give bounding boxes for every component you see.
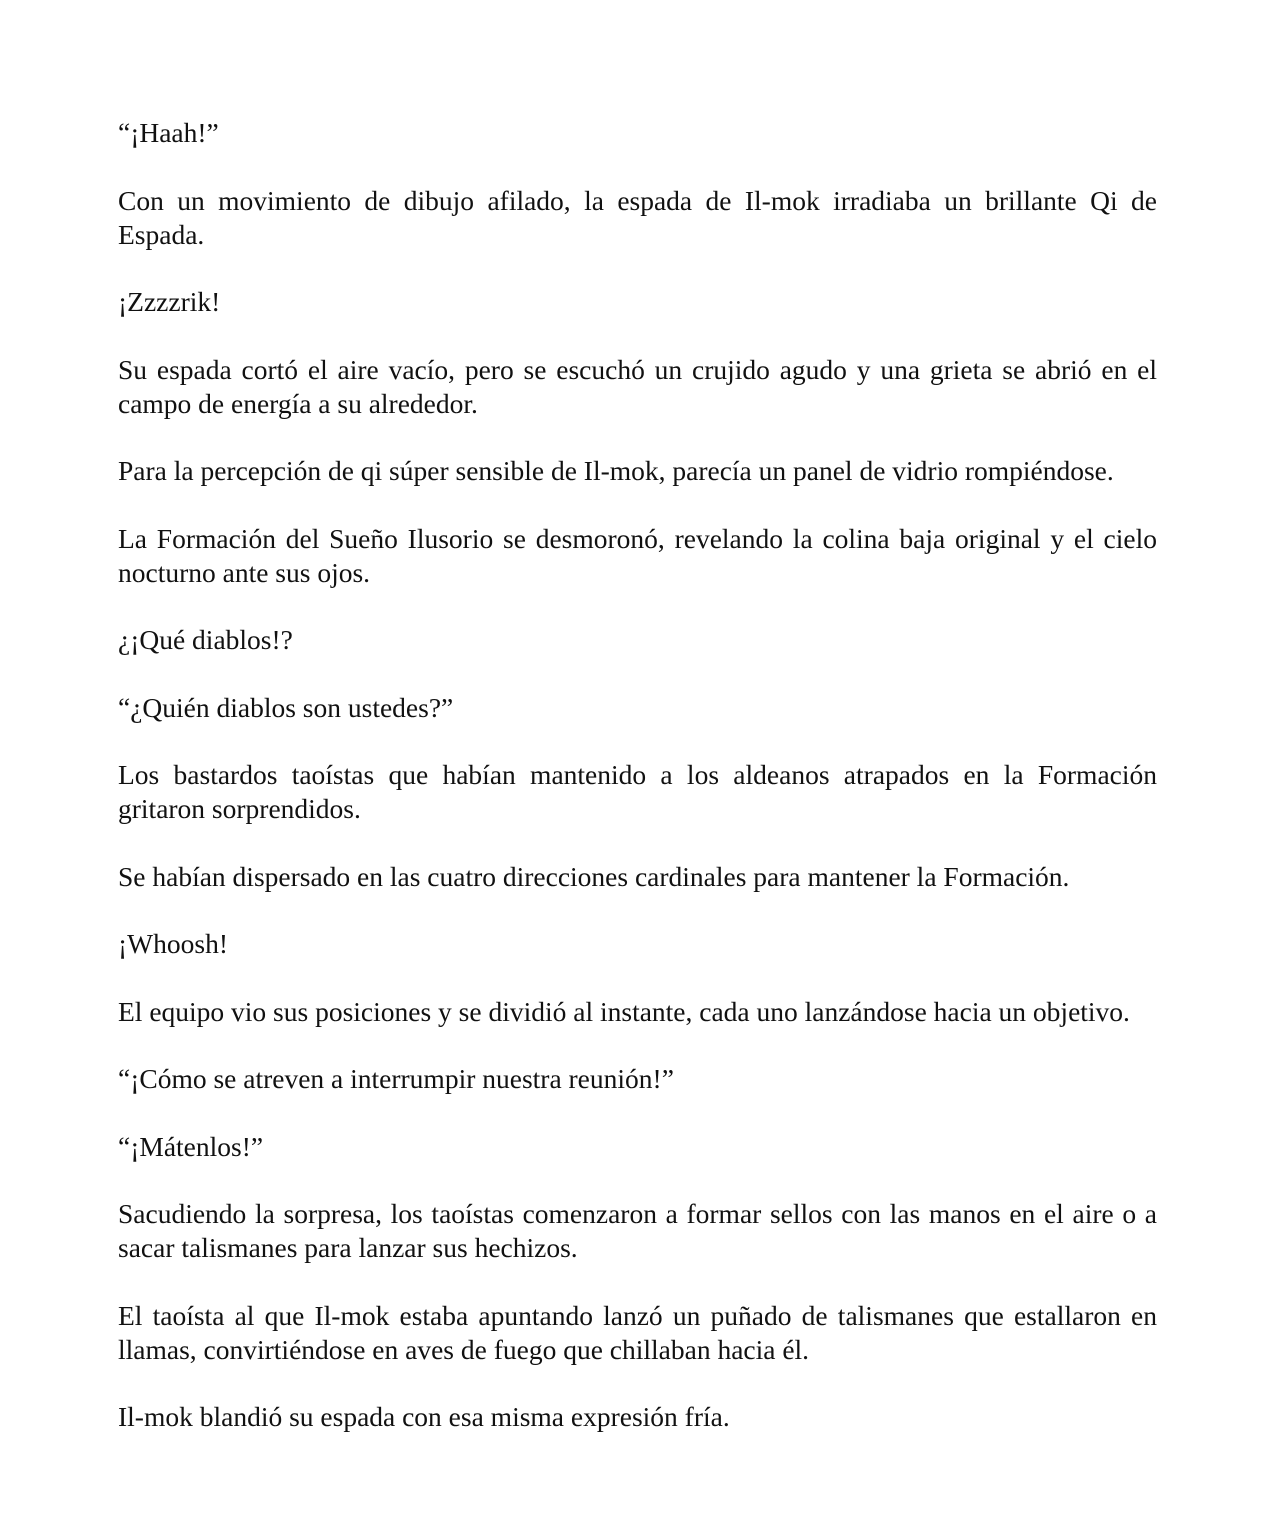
paragraph-taoists-shout: Los bastardos taoístas que habían mantenido a los aldeanos atrapados en la Formación gritaron sorprendidos. bbox=[118, 759, 1157, 824]
paragraph-fire-birds: El taoísta al que Il-mok estaba apuntando lanzó un puñado de talismanes que estallaron en llamas, convirtiéndose en aves de fuego que chillaban hacia él. bbox=[118, 1299, 1157, 1365]
paragraph-seals-talismans: Sacudiendo la sorpresa, los taoístas comenzaron a formar sellos con las manos en el aire o a sacar talismanes para lanzar sus hechizos. bbox=[118, 1198, 1157, 1263]
paragraph-sfx-zzzzrik: ¡Zzzzrik! bbox=[118, 286, 221, 317]
paragraph-dialogue-haah: “¡Haah!” bbox=[118, 117, 219, 148]
paragraph-cold-expression: Il-mok blandió su espada con esa misma expresión fría. bbox=[118, 1401, 730, 1432]
paragraph-crack: Su espada cortó el aire vacío, pero se escuchó un crujido agudo y una grieta se abrió en el campo de energía a su alrededor. bbox=[118, 353, 1157, 419]
paragraph-dialogue-quien: “¿Quién diablos son ustedes?” bbox=[118, 691, 454, 723]
paragraph-dispersed: Se habían dispersado en las cuatro direcciones cardinales para mantener la Formación. bbox=[118, 860, 1070, 892]
body-text bbox=[118, 116, 1157, 1468]
paragraph-sword-qi: Con un movimiento de dibujo afilado, la espada de Il-mok irradiaba un brillante Qi de Espada. bbox=[118, 184, 1157, 250]
paragraph-dialogue-matenlos: “¡Mátenlos!” bbox=[118, 1130, 264, 1162]
paragraph-formation-crumbles: La Formación del Sueño Ilusorio se desmoronó, revelando la colina baja original y el cielo nocturno ante sus ojos. bbox=[118, 522, 1157, 588]
paragraph-sfx-whoosh: ¡Whoosh! bbox=[118, 928, 228, 959]
paragraph-dialogue-atreven: “¡Cómo se atreven a interrumpir nuestra reunión!” bbox=[118, 1063, 674, 1094]
paragraph-team-splits: El equipo vio sus posiciones y se dividió al instante, cada uno lanzándose hacia un objetivo. bbox=[118, 995, 1130, 1027]
paragraph-que-diablos: ¿¡Qué diablos!? bbox=[118, 624, 293, 655]
paragraph-glass-panel: Para la percepción de qi súper sensible de Il-mok, parecía un panel de vidrio rompiéndose. bbox=[118, 455, 1114, 486]
